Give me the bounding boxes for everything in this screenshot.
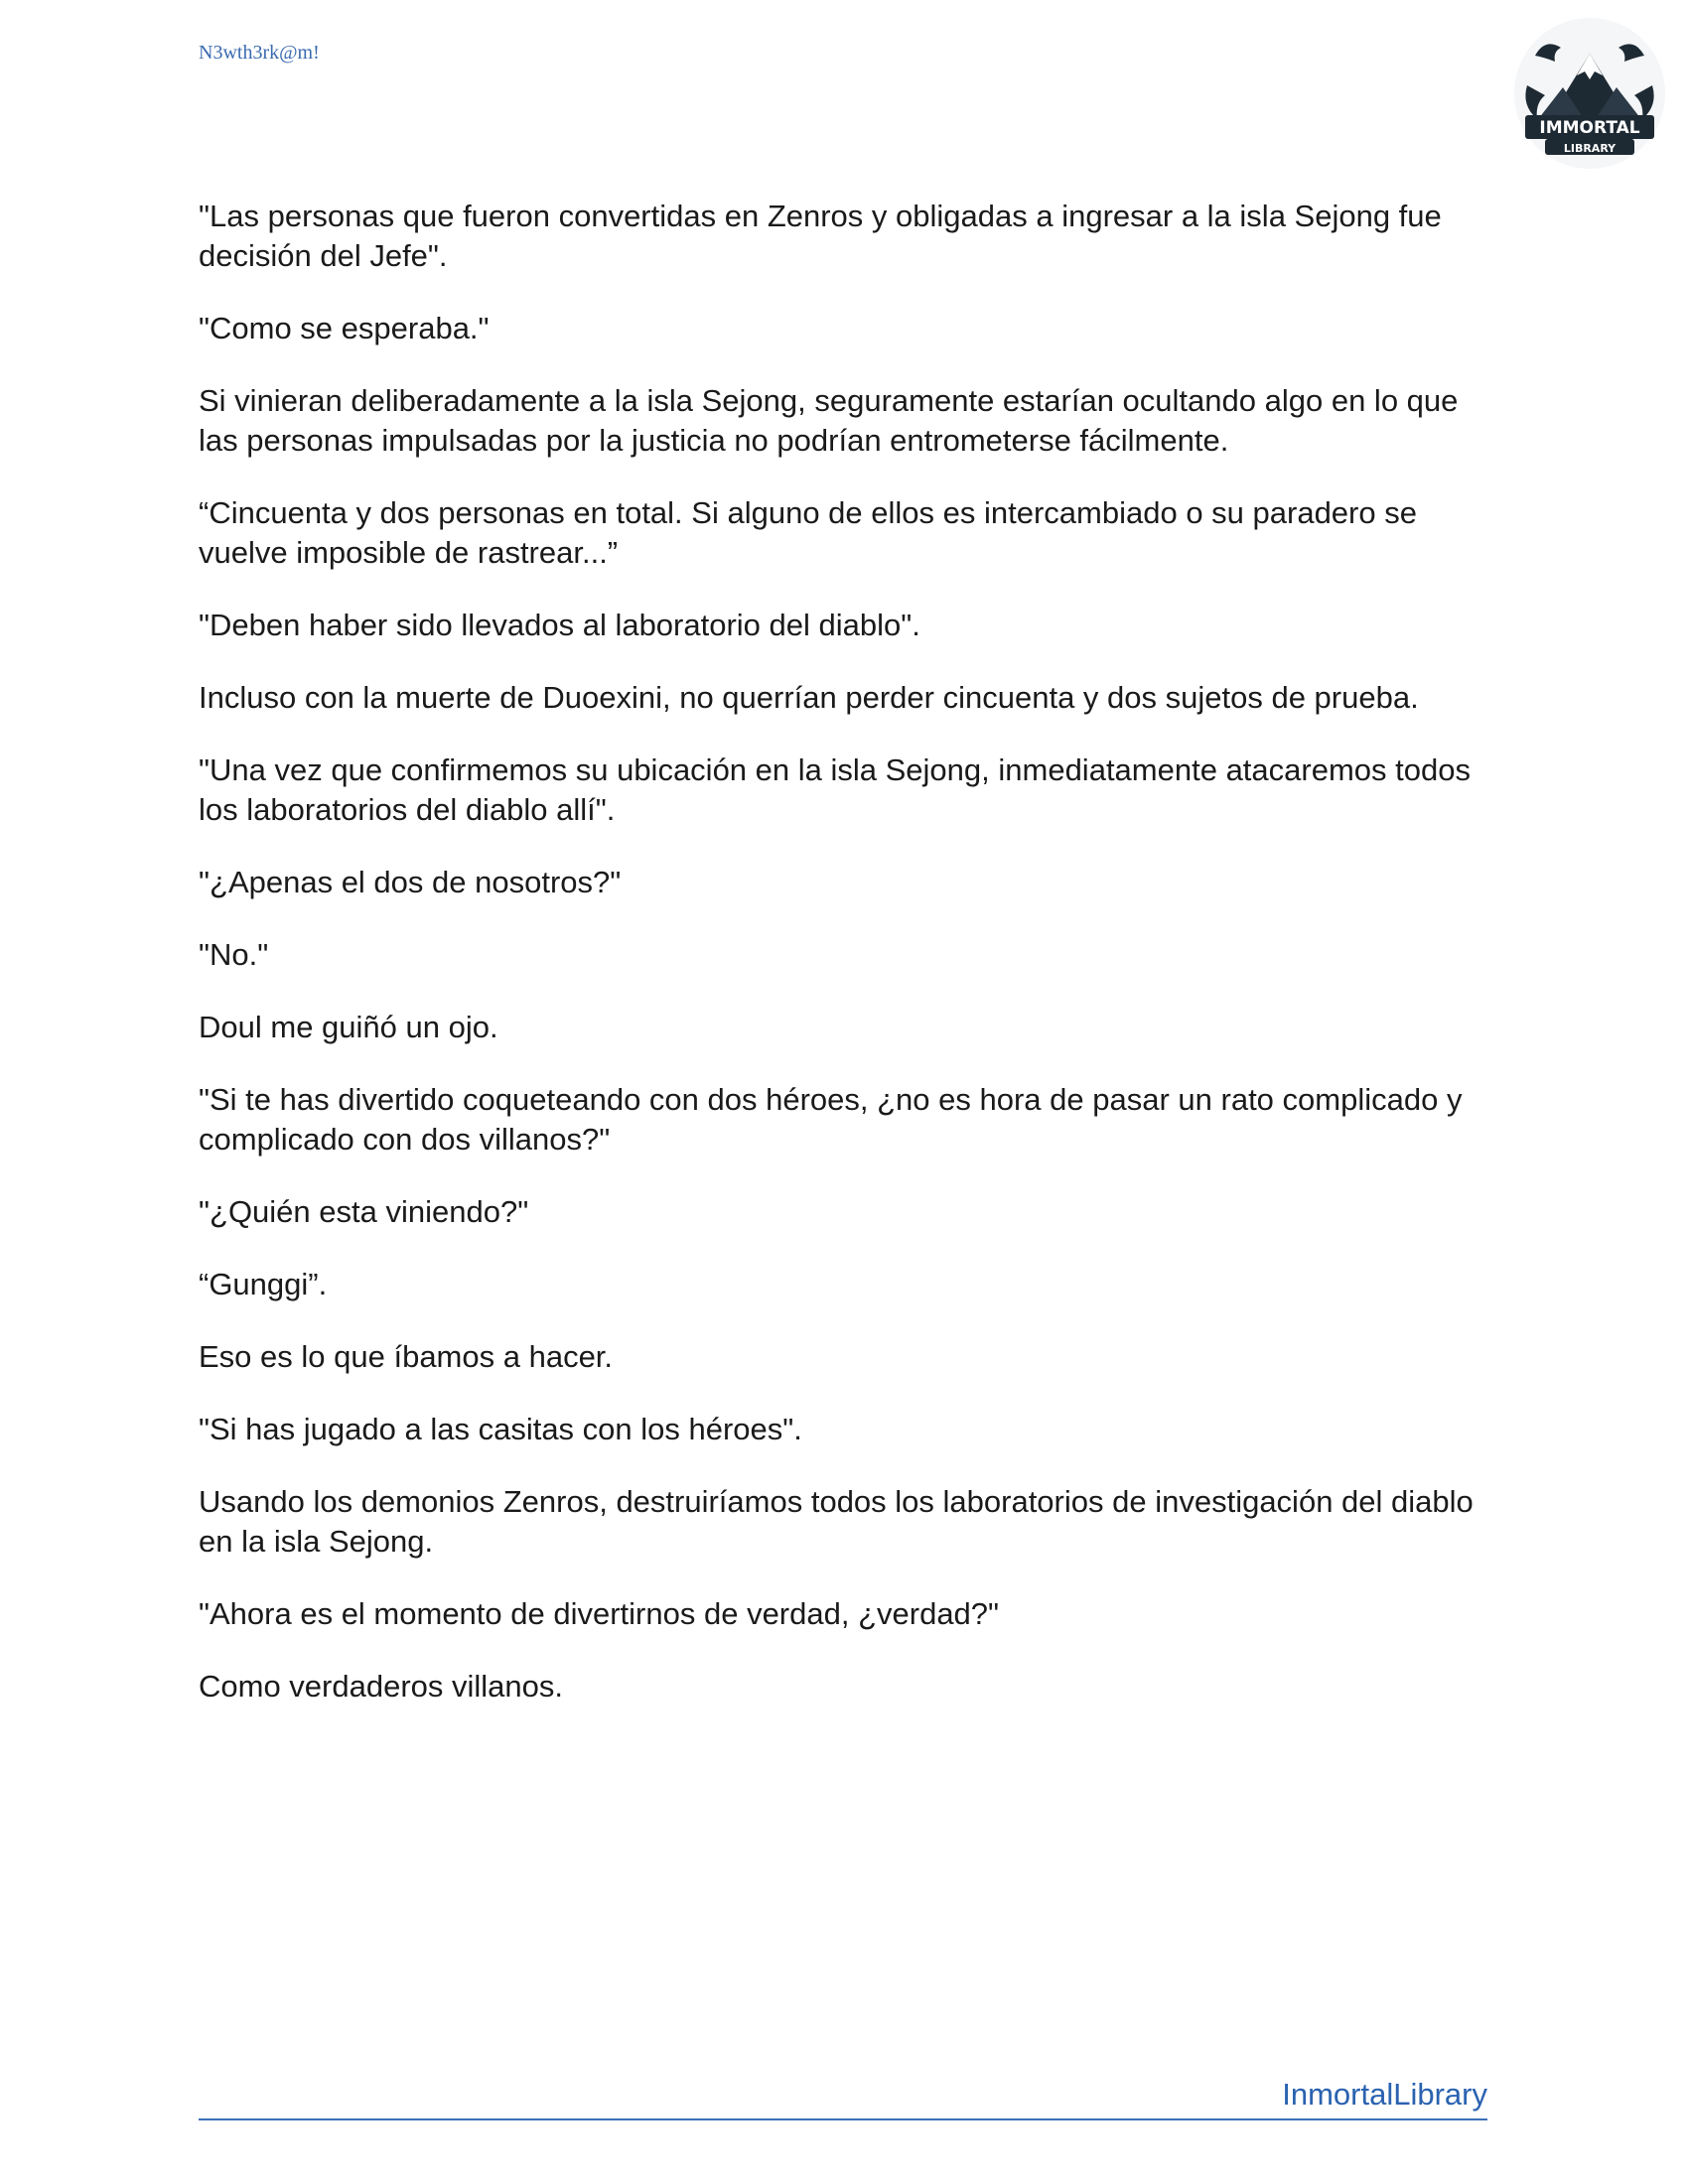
paragraph: "Una vez que confirmemos su ubicación en la isla Sejong, inmediatamente atacaremos todos los laboratorios del diablo allí". (199, 752, 1471, 827)
paragraph: "No." (199, 937, 269, 972)
paragraph: Eso es lo que íbamos a hacer. (199, 1339, 614, 1374)
paragraph: "Como se esperaba." (199, 311, 490, 345)
paragraph: "Deben haber sido llevados al laboratorio del diablo". (199, 608, 920, 642)
logo-line2: LIBRARY (1563, 142, 1617, 155)
paragraph: Como verdaderos villanos. (199, 1669, 564, 1704)
header-tag: N3wth3rk@m! (199, 42, 320, 64)
footer (199, 2077, 1487, 2120)
paragraph: "¿Quién esta viniendo?" (199, 1194, 529, 1229)
paragraph: Usando los demonios Zenros, destruiríamos todos los laboratorios de investigación del diablo en la isla Sejong. (199, 1484, 1474, 1559)
paragraph: "¿Apenas el dos de nosotros?" (199, 865, 622, 899)
immortal-library-logo-icon (1505, 16, 1674, 175)
paragraph: “Gunggi”. (199, 1267, 328, 1301)
paragraph: Si vinieran deliberadamente a la isla Sejong, seguramente estarían ocultando algo en lo que las personas impulsadas por la justicia no podrían entrometerse fácilmente. (199, 383, 1459, 458)
paragraph: "Si has jugado a las casitas con los héroes". (199, 1412, 802, 1446)
paragraph: "Si te has divertido coqueteando con dos héroes, ¿no es hora de pasar un rato complicado y complicado con dos villanos?" (199, 1082, 1463, 1157)
paragraph: "Las personas que fueron convertidas en Zenros y obligadas a ingresar a la isla Sejong fue decisión del Jefe". (199, 199, 1442, 273)
footer-link[interactable]: InmortalLibrary (1282, 2077, 1487, 2112)
paragraph: "Ahora es el momento de divertirnos de verdad, ¿verdad?" (199, 1596, 1000, 1631)
paragraph: Incluso con la muerte de Duoexini, no querrían perder cincuenta y dos sujetos de prueba. (199, 680, 1419, 715)
logo-line1: IMMORTAL (1539, 118, 1640, 138)
paragraph: “Cincuenta y dos personas en total. Si alguno de ellos es intercambiado o su paradero se vuelve imposible de rastrear...” (199, 495, 1417, 570)
paragraph: Doul me guiñó un ojo. (199, 1010, 498, 1044)
chapter-body (199, 197, 1499, 1739)
